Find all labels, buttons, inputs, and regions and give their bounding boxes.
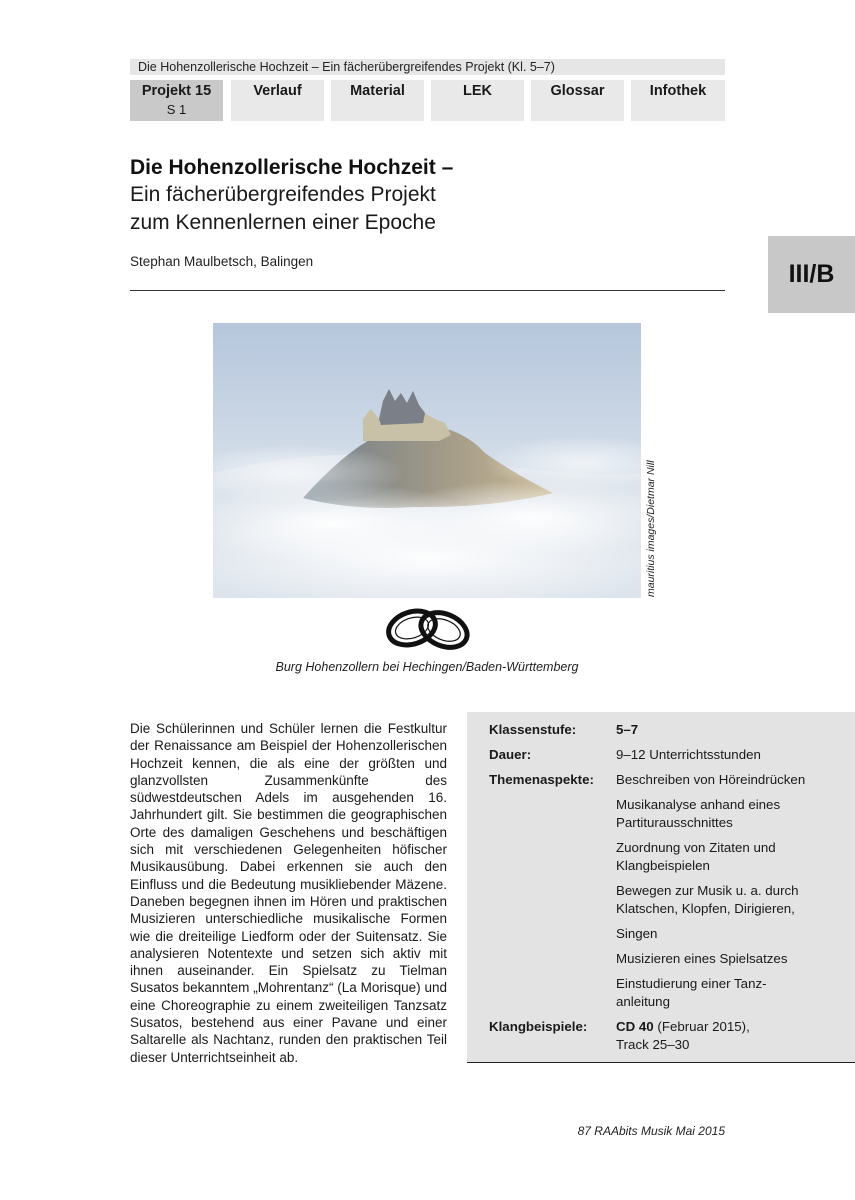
themen-item: Klatschen, Klopfen, Dirigieren, xyxy=(616,901,795,916)
themen-item: Zuordnung von Zitaten und xyxy=(616,840,776,855)
author: Stephan Maulbetsch, Balingen xyxy=(130,254,314,269)
subtitle-line-2: zum Kennenlernen einer Epoche xyxy=(130,211,436,234)
running-title: Die Hohenzollerische Hochzeit – Ein fächerübergreifendes Projekt (Kl. 5–7) xyxy=(138,60,555,74)
cd-date: (Februar 2015), xyxy=(653,1019,750,1034)
themen-item: Musizieren eines Spielsatzes xyxy=(616,951,788,966)
project-tab[interactable] xyxy=(130,80,223,121)
tab-label: LEK xyxy=(463,83,492,99)
castle-photo xyxy=(213,323,641,598)
dauer-label: Dauer: xyxy=(489,747,532,762)
themen-item: Singen xyxy=(616,926,658,941)
themen-item: Einstudierung einer Tanz- xyxy=(616,976,767,991)
themen-item: Musikanalyse anhand eines xyxy=(616,797,781,812)
tab-glossar[interactable] xyxy=(531,80,624,121)
tab-label: Glossar xyxy=(550,83,605,99)
photo-caption: Burg Hohenzollern bei Hechingen/Baden-Württemberg xyxy=(275,660,579,674)
themen-label: Themenaspekte: xyxy=(489,772,594,787)
themen-item: Beschreiben von Höreindrücken xyxy=(616,772,806,787)
info-box xyxy=(467,712,855,1063)
subtitle-line-1: Ein fächerübergreifendes Projekt xyxy=(130,183,436,206)
track-range: Track 25–30 xyxy=(616,1037,690,1052)
klangbeispiele-value xyxy=(616,1018,750,1036)
running-title-bar xyxy=(130,59,725,75)
dauer-value: 9–12 Unterrichtsstunden xyxy=(616,747,761,762)
themen-item: Klangbeispielen xyxy=(616,858,710,873)
tab-infothek[interactable] xyxy=(631,80,725,121)
cd-number: CD 40 xyxy=(616,1019,654,1034)
project-page: S 1 xyxy=(166,102,187,117)
tab-label: Infothek xyxy=(649,83,707,99)
themen-item: anleitung xyxy=(616,994,670,1009)
tab-material[interactable] xyxy=(331,80,424,121)
photo-credit: mauritius images/Dietmar Nill xyxy=(645,460,657,597)
page-title: Die Hohenzollerische Hochzeit – xyxy=(130,156,454,179)
tab-lek[interactable] xyxy=(431,80,524,121)
themen-item: Bewegen zur Musik u. a. durch xyxy=(616,883,799,898)
footer-issue: 87 RAAbits Musik Mai 2015 xyxy=(577,1124,725,1138)
themen-item: Partiturausschnittes xyxy=(616,815,733,830)
tab-label: Material xyxy=(350,83,405,99)
title-divider xyxy=(130,290,725,291)
project-label: Projekt 15 xyxy=(141,83,212,99)
wedding-rings-icon xyxy=(382,600,474,656)
tab-label: Verlauf xyxy=(253,83,302,99)
klassenstufe-label: Klassenstufe: xyxy=(489,722,577,737)
intro-text: Die Schülerinnen und Schüler lernen die Festkultur der Renaissance am Beispiel der Hohenzollerischen Hochzeit kennen, die als eine der größten und glanzvollsten Zusammenkünfte des südwestdeutschen Adels im ausgehenden 16. Jahrhundert gilt. Sie bestimmen die geographischen Orte des damaligen Geschehens und beschäftigen sich mit verschiedenen Gelegenheiten höfischer Musikausübung. Dabei erkennen sie auch den Einfluss und die Bedeutung musikliebender Mäzene. Daneben begegnen ihnen im Hören und praktischen Musizieren unterschiedliche musikalische Formen wie die dreiteilige Liedform oder der Suitensatz. Sie analysieren Notentexte und setzen sich aktiv mit ihnen auseinander. Ein Spielsatz zu Tielman Susatos bekanntem „Mohrentanz“ (La Morisque) und eine Choreographie zu einem zweiteiligen Tanzsatz Susatos, bestehend aus einer Pavane und einer Saltarelle als Nachtanz, runden den praktischen Teil dieser Unterrichtseinheit ab. xyxy=(130,721,447,1065)
section-tab: III/B xyxy=(768,236,855,313)
klassenstufe-value: 5–7 xyxy=(616,722,639,737)
klangbeispiele-label: Klangbeispiele: xyxy=(489,1019,588,1034)
tab-verlauf[interactable] xyxy=(231,80,324,121)
